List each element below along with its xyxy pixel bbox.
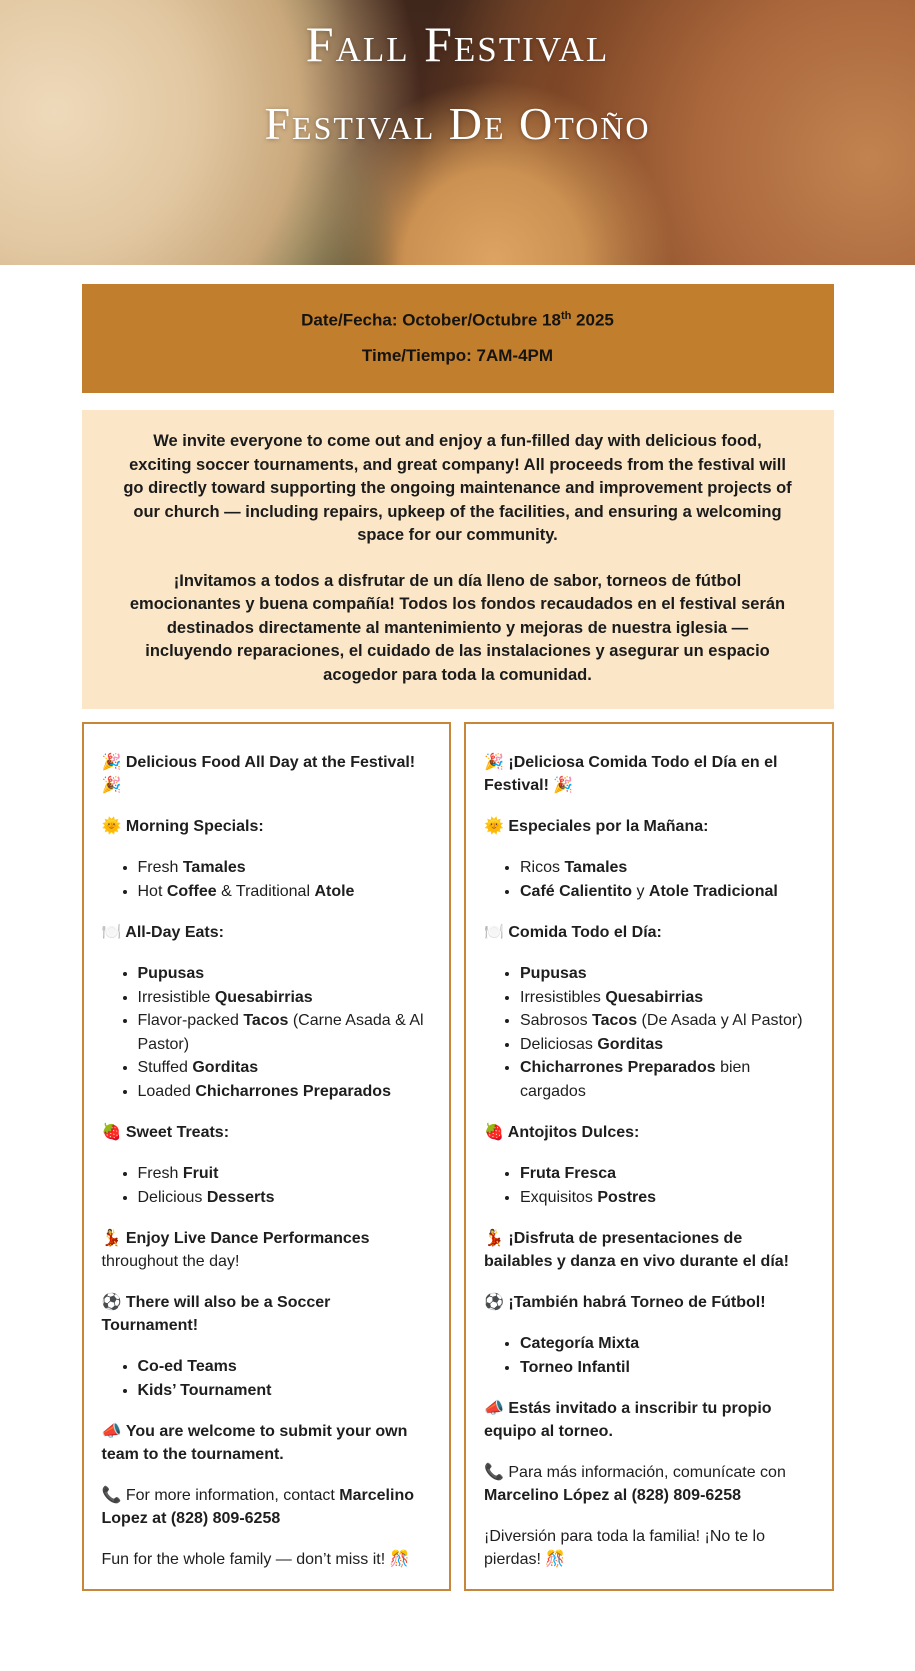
intro-paragraph-english: We invite everyone to come out and enjoy a fun-filled day with delicious food, exciting soccer tournaments, and great company! All proceeds from the festival will go directly toward supporting the ongoing maintenance and improvement projects of our church — including repairs, upkeep of the facilities, and ensuring a welcoming space for our community. [123, 432, 792, 544]
text-segment: You are welcome to submit your own team to the tournament. [101, 1423, 408, 1463]
text-segment: Enjoy Live Dance Performances [125, 1230, 370, 1247]
food-all-day-heading [484, 751, 814, 797]
woman-dancing-icon: 💃 [101, 1230, 122, 1247]
text-segment: Fresh [137, 1165, 183, 1182]
soccer-list [484, 1332, 814, 1379]
text-segment: y [632, 882, 649, 900]
confetti-ball-icon: 🎊 [389, 1551, 410, 1568]
closing-note [484, 1525, 814, 1571]
text-segment: Antojitos Dulces: [507, 1124, 640, 1141]
morning-specials-list [102, 856, 432, 903]
list-item [520, 1332, 814, 1356]
party-popper-icon: 🎉 [553, 777, 574, 794]
list-item [138, 856, 432, 880]
date-time-banner [82, 284, 834, 393]
party-popper-icon: 🎉 [484, 754, 504, 771]
text-segment: ¡También habrá Torneo de Fútbol! [508, 1294, 766, 1311]
list-item [138, 1379, 432, 1403]
time-line: Time/Tiempo: 7AM-4PM [361, 346, 554, 366]
column-card-spanish [464, 722, 834, 1591]
megaphone-icon: 📣 [484, 1400, 504, 1417]
morning-specials-list [484, 856, 814, 903]
text-segment: Co-ed Teams [137, 1358, 237, 1375]
text-segment: ¡Deliciosa Comida Todo el Día en el Festival! [484, 754, 778, 794]
text-segment: Chicharrones Preparados [195, 1082, 391, 1100]
list-item [520, 1162, 814, 1186]
text-segment: Tacos [243, 1012, 289, 1029]
all-day-eats-list [484, 962, 814, 1103]
date-text: Date/Fecha: October/Octubre 18 [301, 310, 561, 330]
list-item [138, 962, 432, 986]
list-item [138, 986, 432, 1010]
column-card-english [82, 722, 452, 1591]
text-segment: & Traditional [216, 882, 315, 900]
team-submission-note [484, 1397, 814, 1443]
text-segment: Delicious [137, 1188, 207, 1206]
text-segment: Hot [137, 882, 167, 900]
text-segment: Deliciosas [520, 1035, 598, 1053]
text-segment: ¡Disfruta de presentaciones de bailables y danza en vivo durante el día! [484, 1230, 789, 1270]
fork-and-knife-with-plate-icon: 🍽️ [484, 924, 504, 941]
party-popper-icon: 🎉 [101, 754, 122, 771]
text-segment: Quesabirrias [605, 988, 704, 1006]
list-item [138, 880, 432, 904]
fork-and-knife-with-plate-icon: 🍽️ [101, 924, 122, 941]
all-day-eats-heading [484, 921, 814, 944]
sweet-treats-list [102, 1162, 432, 1209]
list-item [520, 1009, 814, 1033]
text-segment: Gorditas [192, 1059, 259, 1076]
text-segment: Tacos [592, 1012, 638, 1029]
list-item [520, 962, 814, 986]
text-segment: Atole Tradicional [648, 882, 778, 900]
sweet-treats-heading [102, 1121, 432, 1144]
text-segment: Irresistible [137, 988, 215, 1006]
telephone-receiver-icon: 📞 [484, 1464, 504, 1481]
text-segment: Comida Todo el Día: [508, 924, 662, 941]
text-segment: There will also be a Soccer Tournament! [101, 1294, 331, 1334]
soccer-ball-icon: ⚽ [484, 1294, 504, 1311]
date-line [301, 310, 614, 331]
text-segment: Flavor-packed [137, 1012, 244, 1029]
soccer-list [102, 1355, 432, 1402]
date-ordinal-suffix: th [560, 310, 572, 323]
list-item [520, 1356, 814, 1380]
list-item [138, 1009, 432, 1056]
text-segment: Pupusas [520, 965, 587, 982]
text-segment: Irresistibles [520, 988, 606, 1006]
text-segment: Marcelino López al (828) 809-6258 [484, 1487, 741, 1504]
text-segment: Exquisitos [520, 1188, 598, 1206]
text-segment: Tamales [182, 859, 246, 876]
text-segment: Loaded [137, 1082, 196, 1100]
hero-banner [0, 0, 915, 265]
text-segment: For more information, contact [125, 1487, 340, 1504]
text-segment: Fun for the whole family — don’t miss it! [101, 1551, 386, 1568]
list-item [138, 1186, 432, 1210]
text-segment: Tamales [564, 859, 628, 876]
date-year: 2025 [571, 310, 614, 330]
dance-note [102, 1227, 432, 1273]
text-segment: Café Calientito [520, 882, 633, 900]
dance-note [484, 1227, 814, 1273]
text-segment: Fruit [182, 1165, 219, 1182]
list-item [520, 880, 814, 904]
sun-with-face-icon: 🌞 [484, 818, 504, 835]
strawberry-icon: 🍓 [484, 1124, 504, 1141]
text-segment: Chicharrones Preparados [520, 1059, 716, 1076]
telephone-receiver-icon: 📞 [101, 1487, 122, 1504]
text-segment: (De Asada y Al Pastor) [637, 1012, 803, 1029]
text-segment: bien cargados [520, 1059, 751, 1100]
list-item [138, 1056, 432, 1080]
text-segment: Desserts [206, 1188, 275, 1206]
text-segment: Coffee [166, 882, 217, 900]
text-segment: (Carne Asada & Al Pastor) [137, 1012, 424, 1053]
text-segment: Kids’ Tournament [137, 1381, 272, 1399]
text-segment: Morning Specials: [125, 818, 264, 835]
list-item [520, 856, 814, 880]
page-subtitle: Festival De Otoño [264, 98, 651, 149]
text-segment: Ricos [520, 859, 565, 876]
details-columns [82, 722, 834, 1591]
list-item [138, 1080, 432, 1104]
text-segment: Categoría Mixta [520, 1335, 640, 1352]
text-segment: Especiales por la Mañana: [508, 818, 709, 835]
sweet-treats-heading [484, 1121, 814, 1144]
soccer-note [484, 1291, 814, 1314]
text-segment: Sabrosos [520, 1012, 593, 1029]
page-title: Fall Festival [305, 16, 610, 72]
list-item [138, 1355, 432, 1379]
party-popper-icon: 🎉 [101, 777, 122, 794]
morning-specials-heading [102, 815, 432, 838]
all-day-eats-heading [102, 921, 432, 944]
soccer-note [102, 1291, 432, 1337]
list-item [520, 1186, 814, 1210]
text-segment: ¡Diversión para toda la familia! ¡No te lo pierdas! [484, 1528, 766, 1568]
text-segment: Marcelino Lopez at (828) 809-6258 [101, 1487, 414, 1527]
text-segment: Fruta Fresca [520, 1165, 617, 1182]
text-segment: Estás invitado a inscribir tu propio equipo al torneo. [484, 1400, 772, 1440]
list-item [520, 986, 814, 1010]
strawberry-icon: 🍓 [101, 1124, 122, 1141]
all-day-eats-list [102, 962, 432, 1103]
intro-paragraph-spanish: ¡Invitamos a todos a disfrutar de un día lleno de sabor, torneos de fútbol emocionantes y buena compañía! Todos los fondos recaudados en el festival serán destinados directamente al mantenimiento y mejoras de nuestra iglesia — incluyendo reparaciones, el cuidado de las instalaciones y asegurar un espacio acogedor para toda la comunidad. [129, 571, 786, 684]
text-segment: Gorditas [597, 1035, 664, 1053]
list-item [138, 1162, 432, 1186]
text-segment: Para más información, comunícate con [508, 1464, 786, 1481]
list-item [520, 1033, 814, 1057]
text-segment: Atole [314, 882, 355, 900]
text-segment: Torneo Infantil [520, 1358, 630, 1376]
text-segment: Pupusas [137, 965, 205, 982]
woman-dancing-icon: 💃 [484, 1230, 504, 1247]
morning-specials-heading [484, 815, 814, 838]
text-segment: Delicious Food All Day at the Festival! [125, 754, 416, 771]
list-item [520, 1056, 814, 1103]
sweet-treats-list [484, 1162, 814, 1209]
contact-note [484, 1461, 814, 1507]
text-segment: throughout the day! [101, 1253, 240, 1270]
sun-with-face-icon: 🌞 [101, 818, 122, 835]
text-segment: Stuffed [137, 1059, 193, 1076]
food-all-day-heading [102, 751, 432, 797]
confetti-ball-icon: 🎊 [545, 1551, 566, 1568]
text-segment: Sweet Treats: [125, 1124, 230, 1141]
closing-note [102, 1548, 432, 1571]
team-submission-note [102, 1420, 432, 1466]
text-segment: All-Day Eats: [125, 924, 224, 941]
text-segment: Quesabirrias [214, 988, 313, 1006]
megaphone-icon: 📣 [101, 1423, 122, 1440]
soccer-ball-icon: ⚽ [101, 1294, 122, 1311]
intro-box [82, 410, 834, 709]
contact-note [102, 1484, 432, 1530]
text-segment: Fresh [137, 859, 183, 876]
text-segment: Postres [597, 1188, 657, 1206]
